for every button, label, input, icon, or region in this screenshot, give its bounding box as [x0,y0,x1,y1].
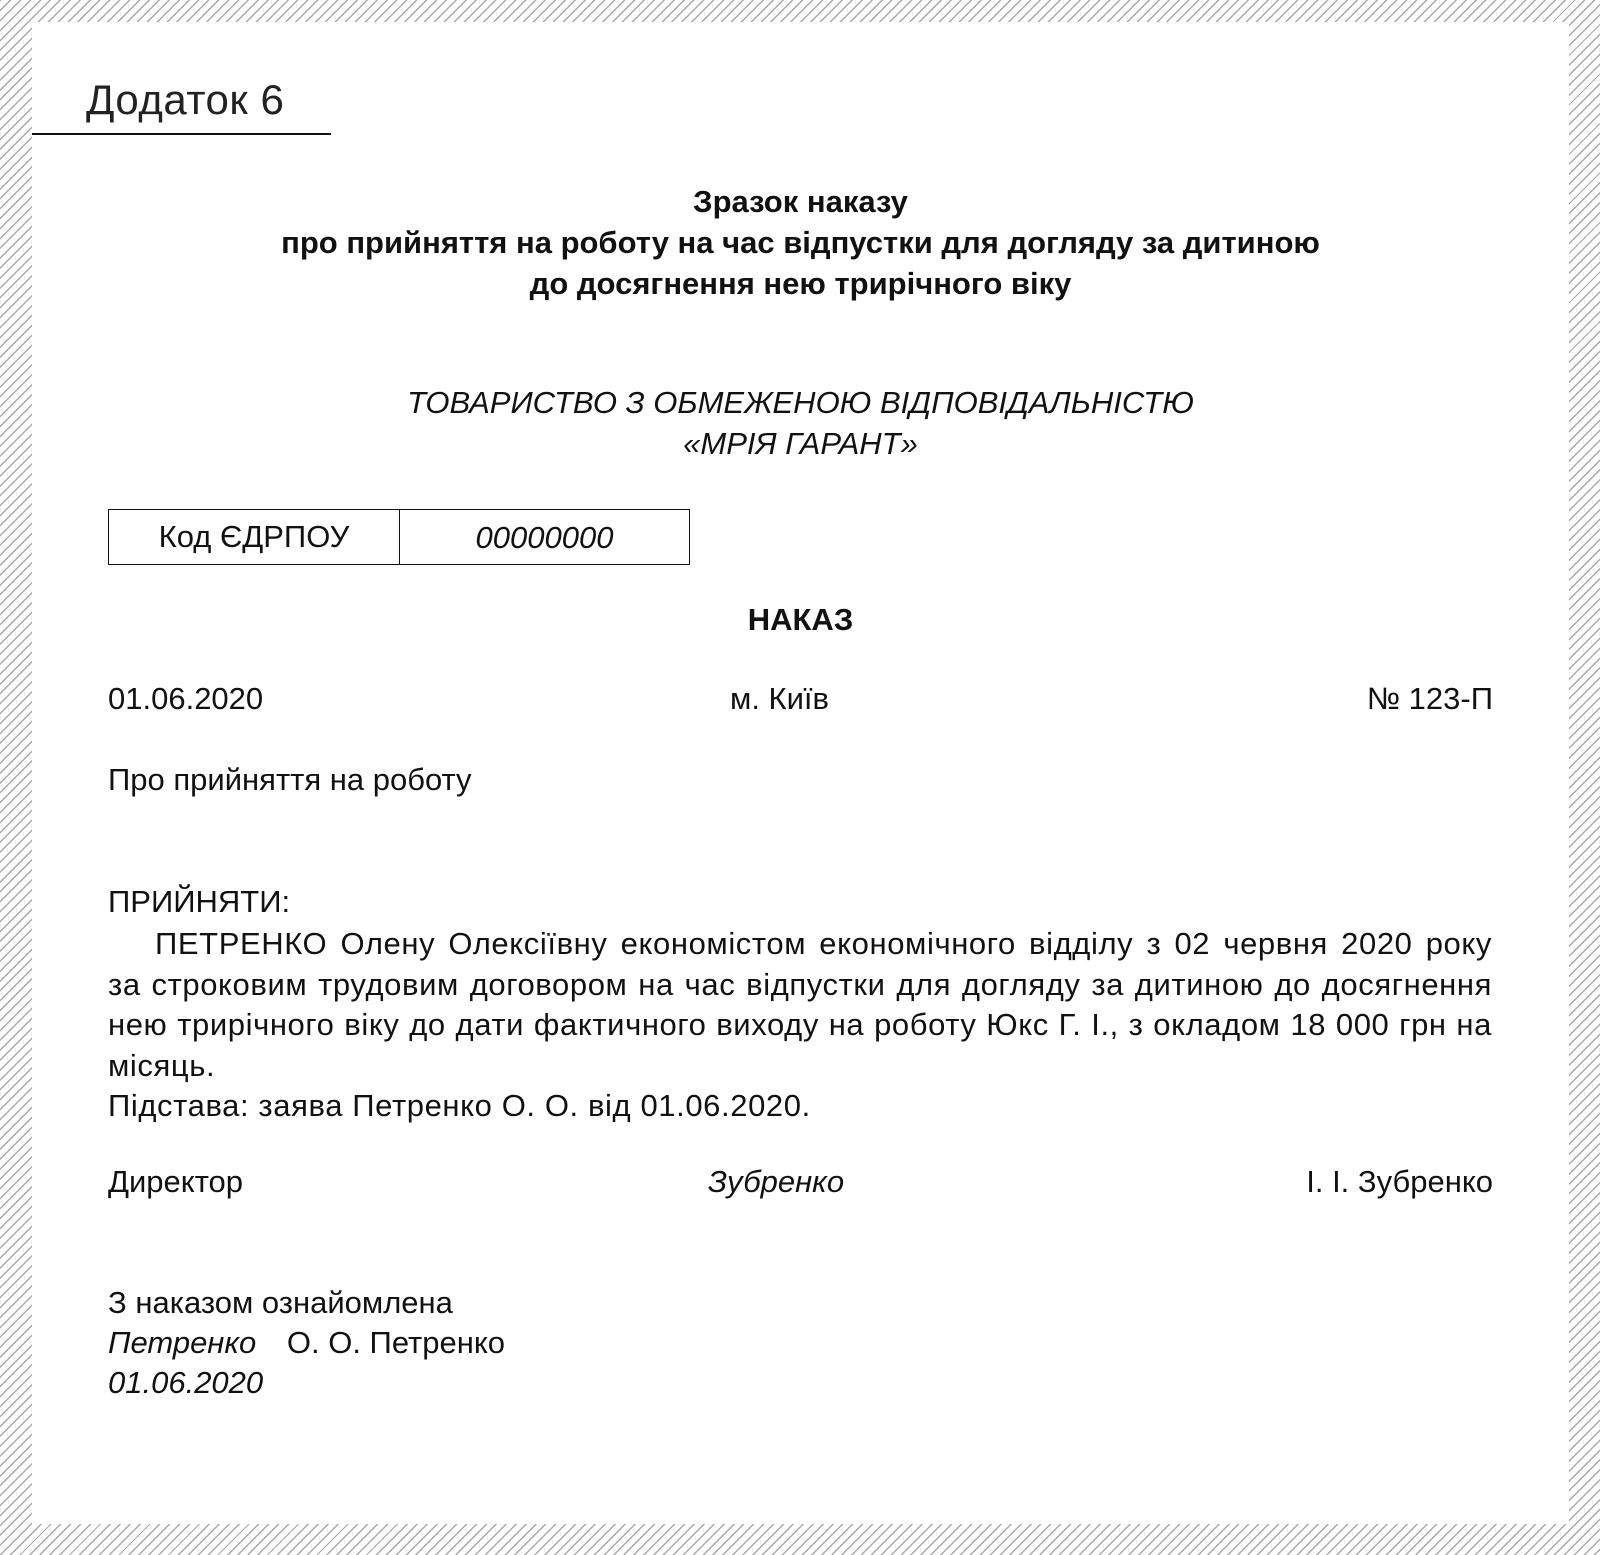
document-title-line-3: до досягнення нею трирічного віку [529,266,1072,301]
organization-name-line-2: «МРІЯ ГАРАНТ» [683,426,918,461]
acknowledgement-label: З наказом ознайомлена [108,1285,453,1320]
order-action: ПРИЙНЯТИ: [108,884,291,919]
organization-name-line-1: ТОВАРИСТВО З ОБМЕЖЕНОЮ ВІДПОВІДАЛЬНІСТЮ [407,385,1194,420]
document-title-line-1: Зразок наказу [693,184,908,219]
appendix-label: Додаток 6 [86,76,285,123]
order-date: 01.06.2020 [108,681,264,716]
edrpou-value: 00000000 [475,520,614,555]
acknowledgement-date: 01.06.2020 [108,1365,264,1400]
acknowledgement-line [108,1325,505,1361]
order-text: ПЕТРЕНКО Олену Олексіївну економістом економічного відділу з 02 червня 2020 року за строковим трудовим договором на час відпустки для догляду за дитиною до досягнення нею трирічного віку до дати фактичного виходу на роботу Юкс Г. І., з окладом 18 000 грн на місяць. [108,926,1492,1083]
employee-name: О. О. Петренко [286,1325,505,1360]
order-number: № 123-П [1366,681,1493,716]
order-heading: НАКАЗ [747,602,854,637]
document-page [32,22,1569,1524]
order-subject: Про прийняття на роботу [108,762,472,797]
edrpou-table [108,509,690,565]
order-basis: Підстава: заява Петренко О. О. від 01.06.2020. [108,1088,811,1123]
document-title-line-2: про прийняття на роботу на час відпустки для догляду за дитиною [281,225,1320,260]
signature-position: Директор [108,1164,244,1199]
order-body [108,924,1492,1127]
appendix-underline [32,133,331,135]
edrpou-label: Код ЄДРПОУ [109,510,400,564]
order-city: м. Київ [730,681,829,716]
employee-signature: Петренко [108,1325,257,1360]
director-name: І. І. Зубренко [1306,1164,1493,1199]
director-signature: Зубренко [708,1164,845,1199]
